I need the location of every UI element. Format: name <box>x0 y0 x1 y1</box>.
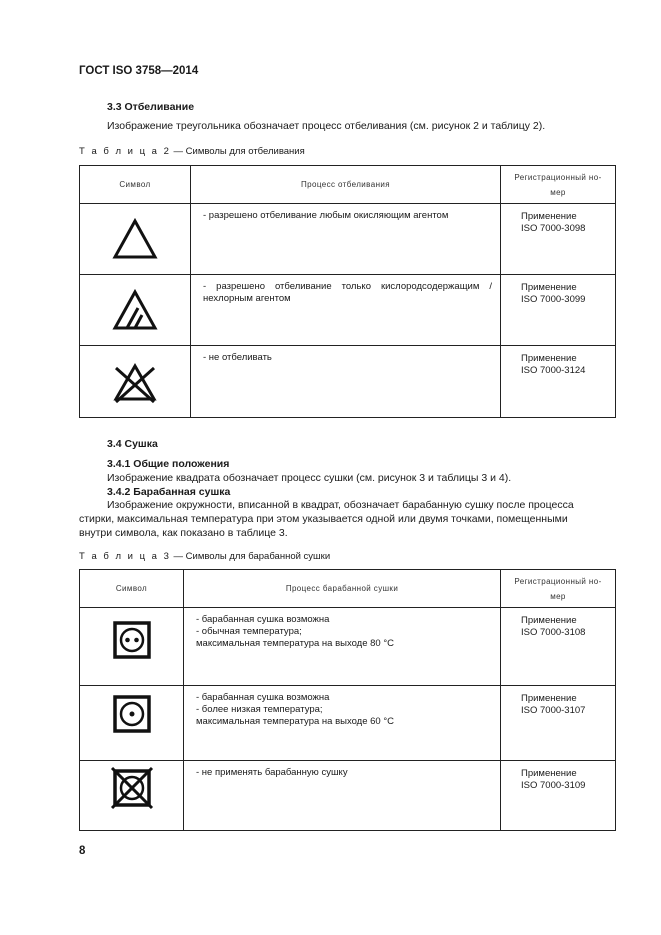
table-row <box>80 204 616 275</box>
reg-usage-label: Применение <box>521 282 577 293</box>
page-number: 8 <box>79 845 86 857</box>
header-symbol: Символ <box>80 166 191 204</box>
bleaching-symbols-table <box>79 165 616 418</box>
reg-code: ISO 7000-3108 <box>521 627 586 638</box>
do-not-tumble-dry-icon <box>110 766 154 810</box>
registration-number <box>501 204 616 275</box>
registration-number <box>501 761 616 831</box>
table-row <box>80 346 616 418</box>
section-3-4-2-line3: внутри символа, как показано в таблице 3. <box>79 527 288 539</box>
registration-number <box>501 346 616 418</box>
non-chlorine-bleach-triangle-icon <box>110 288 160 332</box>
registration-number <box>501 686 616 761</box>
process-text: - не отбеливать <box>191 346 501 418</box>
process-line3: максимальная температура на выходе 60 °С <box>196 716 395 727</box>
do-not-bleach-icon <box>110 360 160 404</box>
process-line3: максимальная температура на выходе 80 °С <box>196 638 395 649</box>
table-row <box>80 761 616 831</box>
registration-number <box>501 608 616 686</box>
reg-code: ISO 7000-3124 <box>521 365 586 376</box>
reg-code: ISO 7000-3109 <box>521 780 586 791</box>
registration-number <box>501 275 616 346</box>
bleach-allowed-triangle-icon <box>110 217 160 261</box>
table-2-caption-text: — Символы для отбеливания <box>170 146 305 157</box>
process-line1: - барабанная сушка возможна <box>196 692 330 703</box>
reg-code: ISO 7000-3099 <box>521 294 586 305</box>
section-3-3-title: 3.3 Отбеливание <box>107 101 195 113</box>
header-registration-number <box>501 570 616 608</box>
header-symbol: Символ <box>80 570 184 608</box>
header-registration-number <box>501 166 616 204</box>
header-process: Процесс барабанной сушки <box>184 570 501 608</box>
process-line1: - барабанная сушка возможна <box>196 614 330 625</box>
reg-usage-label: Применение <box>521 768 577 779</box>
reg-usage-label: Применение <box>521 615 577 626</box>
reg-usage-label: Применение <box>521 693 577 704</box>
header-reg-line1: Регистрационный но- <box>514 576 602 586</box>
process-text: - разрешено отбеливание любым окисляющим агентом <box>191 204 501 275</box>
section-3-4-2-line1: Изображение окружности, вписанной в квадрат, обозначает барабанную сушку после процесса <box>107 499 574 511</box>
section-3-4-1-title: 3.4.1 Общие положения <box>107 458 230 470</box>
section-3-4-2-text <box>79 498 615 540</box>
header-reg-line2: мер <box>550 591 566 601</box>
table-3-caption <box>79 551 330 562</box>
section-3-4-2-title: 3.4.2 Барабанная сушка <box>107 486 231 498</box>
section-3-4-1-text: Изображение квадрата обозначает процесс сушки (см. рисунок 3 и таблицы 3 и 4). <box>107 472 512 484</box>
process-text <box>184 686 501 761</box>
process-text: - разрешено отбеливание только кислородсодержащим /нехлорным агентом <box>191 275 501 346</box>
header-process: Процесс отбеливания <box>191 166 501 204</box>
tumble-dry-symbols-table <box>79 569 616 831</box>
process-line2: - обычная температура; <box>196 626 302 637</box>
table-2-caption <box>79 146 305 157</box>
reg-usage-label: Применение <box>521 211 577 222</box>
process-text <box>184 761 501 831</box>
process-line2: - более низкая температура; <box>196 704 323 715</box>
reg-code: ISO 7000-3107 <box>521 705 586 716</box>
table-header-row <box>80 166 616 204</box>
reg-usage-label: Применение <box>521 353 577 364</box>
section-3-3-text: Изображение треугольника обозначает процесс отбеливания (см. рисунок 2 и таблицу 2). <box>107 120 546 132</box>
table-row <box>80 686 616 761</box>
tumble-dry-normal-icon <box>112 620 152 660</box>
table-row <box>80 608 616 686</box>
tumble-dry-low-icon <box>112 694 152 734</box>
document-header: ГОСТ ISO 3758—2014 <box>79 65 199 77</box>
table-2-caption-prefix: Т а б л и ц а 2 <box>79 146 171 157</box>
reg-code: ISO 7000-3098 <box>521 223 586 234</box>
table-3-caption-prefix: Т а б л и ц а 3 <box>79 551 171 562</box>
process-line1: - не применять барабанную сушку <box>196 767 348 778</box>
header-reg-line2: мер <box>550 187 566 197</box>
table-header-row <box>80 570 616 608</box>
section-3-4-2-line2: стирки, максимальная температура при этом указывается одной или двумя точками, помещенными <box>79 513 568 525</box>
header-reg-line1: Регистрационный но- <box>514 172 602 182</box>
section-3-4-title: 3.4 Сушка <box>107 438 158 450</box>
process-text <box>184 608 501 686</box>
table-row <box>80 275 616 346</box>
table-3-caption-text: — Символы для барабанной сушки <box>170 551 331 562</box>
